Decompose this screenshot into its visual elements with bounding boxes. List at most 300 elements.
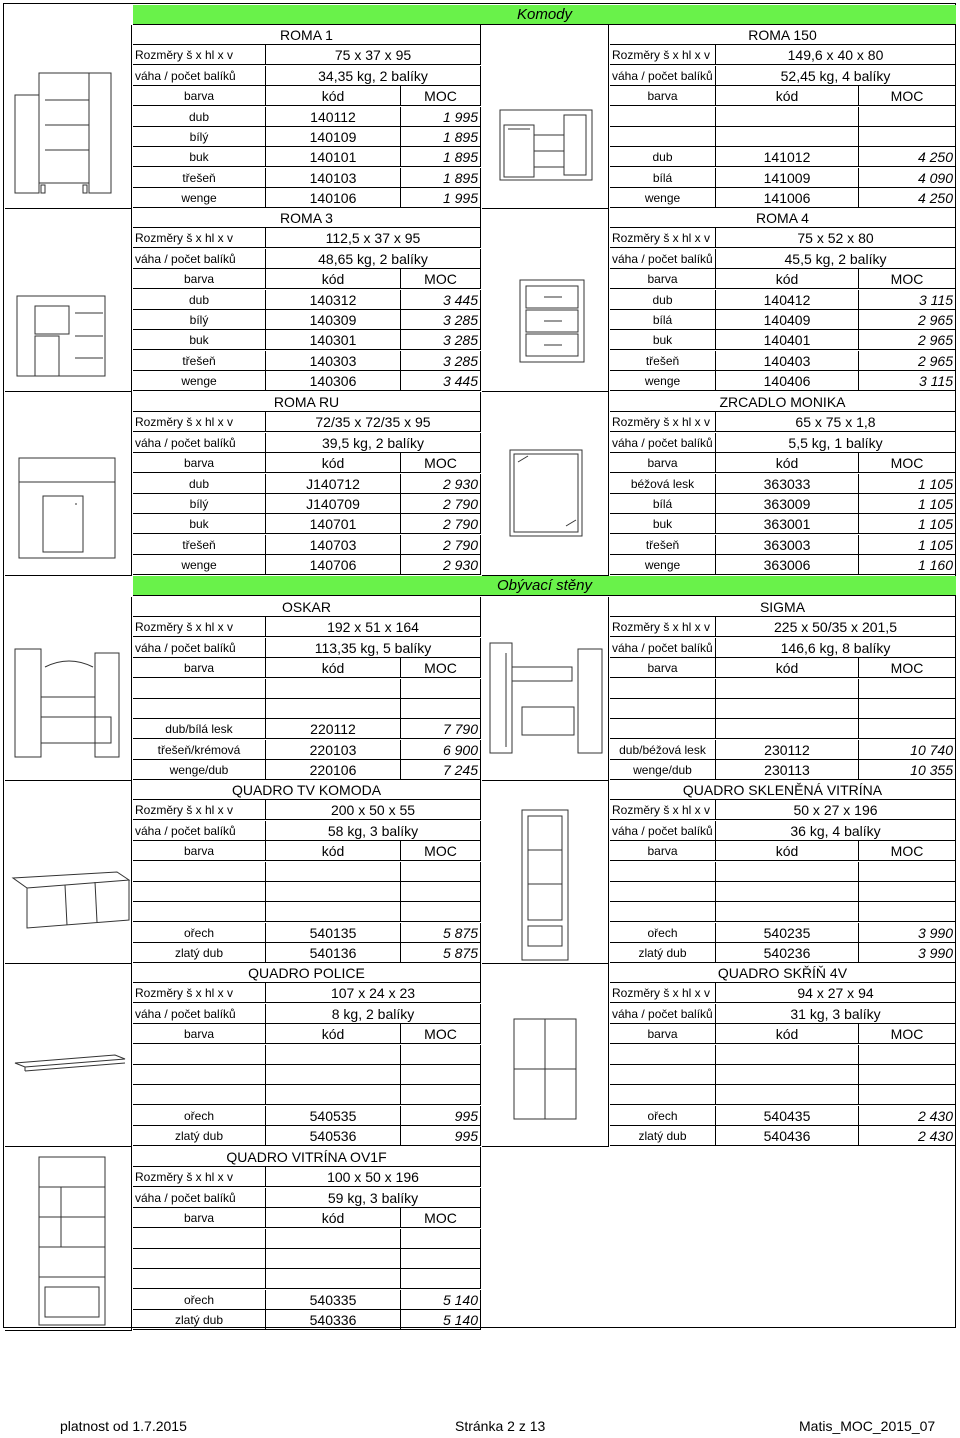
price-row (133, 555, 481, 575)
product-code: 140409 (716, 310, 859, 330)
price-header-row (133, 86, 481, 106)
price-row (610, 740, 956, 760)
spec-value: 75 x 37 x 95 (266, 45, 481, 65)
col-header-price: MOC (401, 269, 481, 289)
product-title-row (610, 963, 956, 983)
product-title-row (610, 392, 956, 412)
spec-label: váha / počet balíků (133, 1004, 266, 1024)
price-row (133, 1085, 481, 1105)
product-name: ROMA 4 (610, 208, 956, 228)
price-row (133, 494, 481, 514)
product-name: ROMA RU (133, 392, 481, 412)
product-title-row (133, 25, 481, 45)
color-name: třešeň (133, 535, 266, 555)
price-row (610, 943, 956, 963)
price-moc: 3 445 (401, 290, 481, 310)
price-header-row (133, 1024, 481, 1044)
price-moc: 5 875 (401, 943, 481, 963)
spec-value: 113,35 kg, 5 balíky (266, 638, 481, 658)
product-code: 363006 (716, 555, 859, 575)
price-moc: 7 245 (401, 760, 481, 780)
price-moc: 2 930 (401, 555, 481, 575)
color-name (610, 1065, 716, 1085)
col-header-code: kód (266, 269, 401, 289)
price-row (610, 474, 956, 494)
spec-value: 45,5 kg, 2 balíky (716, 249, 956, 269)
product-code (266, 862, 401, 882)
color-name: dub (610, 147, 716, 167)
col-header-price: MOC (401, 86, 481, 106)
product-code (266, 882, 401, 902)
product-code: 540535 (266, 1106, 401, 1126)
spec-label: váha / počet balíků (133, 821, 266, 841)
roma3-image (5, 208, 132, 392)
price-row (610, 1065, 956, 1085)
product-code: J140709 (266, 494, 401, 514)
product-code: 140103 (266, 168, 401, 188)
col-header-price: MOC (859, 269, 956, 289)
color-name: buk (610, 330, 716, 350)
color-name: buk (610, 514, 716, 534)
price-moc: 3 115 (859, 290, 956, 310)
color-name (610, 699, 716, 719)
spec-label: váha / počet balíků (133, 249, 266, 269)
col-header-color: barva (133, 1208, 266, 1228)
price-moc: 2 965 (859, 351, 956, 371)
price-row (610, 555, 956, 575)
product-code (716, 1045, 859, 1065)
price-header-row (610, 841, 956, 861)
price-moc: 1 105 (859, 535, 956, 555)
product-name: OSKAR (133, 597, 481, 617)
price-moc: 3 285 (401, 330, 481, 350)
price-row (133, 188, 481, 208)
price-moc: 1 995 (401, 188, 481, 208)
price-moc: 2 965 (859, 310, 956, 330)
spec-row-weight (610, 66, 956, 86)
color-name: bílá (610, 310, 716, 330)
product-code: 230112 (716, 740, 859, 760)
product-name: SIGMA (610, 597, 956, 617)
color-name: dub/béžová lesk (610, 740, 716, 760)
color-name (610, 107, 716, 127)
product-code: 140403 (716, 351, 859, 371)
color-name: zlatý dub (610, 1126, 716, 1146)
price-row (133, 1106, 481, 1126)
product-title-row (610, 597, 956, 617)
price-row (610, 902, 956, 922)
color-name: wenge (133, 555, 266, 575)
price-moc (859, 882, 956, 902)
roma150-image (482, 25, 609, 209)
spec-row-dims (133, 983, 481, 1003)
spec-value: 100 x 50 x 196 (266, 1167, 481, 1187)
color-name (133, 679, 266, 699)
price-row (610, 494, 956, 514)
price-moc: 4 090 (859, 168, 956, 188)
price-moc (859, 1085, 956, 1105)
spec-row-weight (610, 1004, 956, 1024)
col-header-code: kód (716, 1024, 859, 1044)
spec-row-weight (133, 249, 481, 269)
price-moc: 1 105 (859, 474, 956, 494)
spec-row-dims (610, 617, 956, 637)
color-name: wenge/dub (610, 760, 716, 780)
col-header-price: MOC (859, 1024, 956, 1044)
spec-label: váha / počet balíků (610, 433, 716, 453)
color-name (133, 1229, 266, 1249)
price-row (610, 882, 956, 902)
price-moc: 1 105 (859, 514, 956, 534)
spec-row-weight (610, 433, 956, 453)
price-row (610, 351, 956, 371)
spec-value: 31 kg, 3 balíky (716, 1004, 956, 1024)
product-code: 140401 (716, 330, 859, 350)
price-row (610, 679, 956, 699)
roma1-image (5, 25, 132, 209)
spec-label: Rozměry š x hl x v (133, 983, 266, 1003)
product-title-row (133, 963, 481, 983)
product-code (716, 882, 859, 902)
product-code (716, 107, 859, 127)
color-name (610, 1085, 716, 1105)
product-title-row (133, 1147, 481, 1167)
product-code: 140309 (266, 310, 401, 330)
col-header-code: kód (716, 841, 859, 861)
color-name: zlatý dub (133, 1310, 266, 1330)
spec-label: Rozměry š x hl x v (610, 412, 716, 432)
color-name: bílý (133, 310, 266, 330)
color-name: dub (133, 290, 266, 310)
spec-label: váha / počet balíků (610, 249, 716, 269)
product-title-row (133, 780, 481, 800)
price-header-row (610, 86, 956, 106)
color-name: ořech (610, 923, 716, 943)
col-header-code: kód (266, 453, 401, 473)
product-code: 540536 (266, 1126, 401, 1146)
color-name: dub (133, 474, 266, 494)
price-row (610, 168, 956, 188)
price-moc: 1 160 (859, 555, 956, 575)
price-moc (401, 1085, 481, 1105)
spec-row-dims (610, 228, 956, 248)
price-moc: 3 445 (401, 371, 481, 391)
color-name: wenge (133, 188, 266, 208)
price-row (133, 290, 481, 310)
color-name (610, 1045, 716, 1065)
color-name: buk (133, 147, 266, 167)
oskar-image (5, 597, 132, 781)
price-row (610, 330, 956, 350)
color-name (133, 1269, 266, 1289)
col-header-color: barva (610, 86, 716, 106)
price-moc (859, 1065, 956, 1085)
price-row (610, 310, 956, 330)
color-name (133, 699, 266, 719)
price-moc: 5 140 (401, 1310, 481, 1330)
price-header-row (133, 453, 481, 473)
product-title-row (133, 597, 481, 617)
spec-value: 112,5 x 37 x 95 (266, 228, 481, 248)
price-row (610, 514, 956, 534)
price-moc (401, 1249, 481, 1269)
spec-label: váha / počet balíků (133, 433, 266, 453)
product-title-row (610, 25, 956, 45)
product-code: 140706 (266, 555, 401, 575)
spec-row-weight (133, 821, 481, 841)
color-name (610, 862, 716, 882)
price-row (610, 1085, 956, 1105)
product-title-row (610, 208, 956, 228)
product-code (266, 679, 401, 699)
spec-value: 192 x 51 x 164 (266, 617, 481, 637)
price-row (133, 371, 481, 391)
color-name: třešeň/krémová (133, 740, 266, 760)
product-code: 140112 (266, 107, 401, 127)
col-header-color: barva (133, 1024, 266, 1044)
price-row (610, 371, 956, 391)
col-header-color: barva (610, 269, 716, 289)
price-moc: 1 895 (401, 147, 481, 167)
product-name: ZRCADLO MONIKA (610, 392, 956, 412)
spec-value: 50 x 27 x 196 (716, 800, 956, 820)
col-header-code: kód (716, 269, 859, 289)
product-code (266, 699, 401, 719)
price-moc: 3 990 (859, 943, 956, 963)
price-header-row (610, 269, 956, 289)
spec-label: Rozměry š x hl x v (610, 983, 716, 1003)
color-name (133, 882, 266, 902)
spec-row-weight (610, 638, 956, 658)
col-header-color: barva (610, 1024, 716, 1044)
col-header-color: barva (133, 86, 266, 106)
color-name: ořech (133, 1290, 266, 1310)
color-name: wenge (610, 188, 716, 208)
price-header-row (610, 1024, 956, 1044)
price-moc (859, 679, 956, 699)
spec-row-weight (610, 249, 956, 269)
price-moc: 3 115 (859, 371, 956, 391)
color-name: bílý (133, 127, 266, 147)
spec-label: Rozměry š x hl x v (133, 45, 266, 65)
product-name: QUADRO SKŘÍŇ 4V (610, 963, 956, 983)
price-header-row (133, 841, 481, 861)
color-name: bílá (610, 494, 716, 514)
price-moc: 1 895 (401, 168, 481, 188)
spec-row-weight (133, 638, 481, 658)
spec-label: váha / počet balíků (133, 638, 266, 658)
color-name (610, 882, 716, 902)
product-code: 141012 (716, 147, 859, 167)
product-code (266, 1229, 401, 1249)
product-code: 140106 (266, 188, 401, 208)
price-moc: 2 430 (859, 1106, 956, 1126)
price-row (610, 1126, 956, 1146)
price-moc (859, 1045, 956, 1065)
spec-value: 39,5 kg, 2 balíky (266, 433, 481, 453)
spec-row-dims (133, 45, 481, 65)
product-code: 230113 (716, 760, 859, 780)
price-row (133, 1290, 481, 1310)
col-header-price: MOC (401, 453, 481, 473)
spec-value: 94 x 27 x 94 (716, 983, 956, 1003)
product-code: 220106 (266, 760, 401, 780)
price-row (133, 902, 481, 922)
price-row (133, 679, 481, 699)
color-name: wenge (610, 555, 716, 575)
product-name: QUADRO POLICE (133, 963, 481, 983)
spec-row-weight (133, 66, 481, 86)
product-code: 140301 (266, 330, 401, 350)
spec-value: 8 kg, 2 balíky (266, 1004, 481, 1024)
spec-value: 65 x 75 x 1,8 (716, 412, 956, 432)
col-header-color: barva (133, 658, 266, 678)
product-code: 140703 (266, 535, 401, 555)
price-row (610, 1106, 956, 1126)
product-code: 140101 (266, 147, 401, 167)
color-name: zlatý dub (133, 943, 266, 963)
price-moc (401, 902, 481, 922)
quadro-vitrine-ov1f-image (5, 1147, 132, 1331)
product-code (716, 127, 859, 147)
color-name (133, 1249, 266, 1269)
price-moc: 2 790 (401, 535, 481, 555)
price-moc (401, 1269, 481, 1289)
price-header-row (133, 269, 481, 289)
spec-row-weight (133, 1004, 481, 1024)
footer-docname: Matis_MOC_2015_07 (799, 1418, 936, 1434)
price-moc: 2 430 (859, 1126, 956, 1146)
product-title-row (133, 208, 481, 228)
product-name: QUADRO VITRÍNA OV1F (133, 1147, 481, 1167)
product-code: 141009 (716, 168, 859, 188)
price-moc: 2 930 (401, 474, 481, 494)
color-name (610, 902, 716, 922)
spec-label: váha / počet balíků (133, 66, 266, 86)
price-row (133, 1310, 481, 1330)
col-header-color: barva (133, 841, 266, 861)
spec-label: váha / počet balíků (133, 1188, 266, 1208)
spec-value: 146,6 kg, 8 balíky (716, 638, 956, 658)
color-name (133, 1065, 266, 1085)
col-header-color: barva (610, 841, 716, 861)
spec-value: 59 kg, 3 balíky (266, 1188, 481, 1208)
price-moc: 3 990 (859, 923, 956, 943)
spec-row-dims (610, 983, 956, 1003)
col-header-code: kód (716, 86, 859, 106)
spec-row-weight (133, 1188, 481, 1208)
color-name: buk (133, 514, 266, 534)
price-moc: 1 995 (401, 107, 481, 127)
col-header-price: MOC (401, 1024, 481, 1044)
spec-label: Rozměry š x hl x v (610, 228, 716, 248)
product-name: ROMA 150 (610, 25, 956, 45)
color-name (133, 902, 266, 922)
product-code (266, 1269, 401, 1289)
color-name: dub/bílá lesk (133, 719, 266, 739)
spec-value: 52,45 kg, 4 balíky (716, 66, 956, 86)
product-title-row (610, 780, 956, 800)
price-row (133, 330, 481, 350)
price-row (133, 699, 481, 719)
spec-value: 107 x 24 x 23 (266, 983, 481, 1003)
color-name: třešeň (133, 351, 266, 371)
price-moc (401, 862, 481, 882)
footer-validity: platnost od 1.7.2015 (60, 1418, 187, 1434)
spec-value: 72/35 x 72/35 x 95 (266, 412, 481, 432)
price-moc (401, 1229, 481, 1249)
col-header-price: MOC (859, 453, 956, 473)
product-code: 140312 (266, 290, 401, 310)
product-code (716, 862, 859, 882)
price-header-row (610, 453, 956, 473)
roma-ru-image (5, 392, 132, 576)
spec-value: 225 x 50/35 x 201,5 (716, 617, 956, 637)
spec-label: Rozměry š x hl x v (610, 800, 716, 820)
spec-row-dims (133, 617, 481, 637)
col-header-price: MOC (859, 86, 956, 106)
color-name: buk (133, 330, 266, 350)
spec-value: 34,35 kg, 2 balíky (266, 66, 481, 86)
price-row (133, 943, 481, 963)
product-code: 363001 (716, 514, 859, 534)
product-code: 540236 (716, 943, 859, 963)
price-moc: 5 875 (401, 923, 481, 943)
product-code: J140712 (266, 474, 401, 494)
color-name: třešeň (610, 351, 716, 371)
spec-label: Rozměry š x hl x v (133, 412, 266, 432)
product-code (716, 1065, 859, 1085)
spec-label: Rozměry š x hl x v (133, 228, 266, 248)
product-code: 140406 (716, 371, 859, 391)
price-moc (859, 902, 956, 922)
product-title-row (133, 392, 481, 412)
section-header: Obývací stěny (133, 576, 956, 596)
price-row (610, 862, 956, 882)
price-moc (401, 1045, 481, 1065)
price-moc: 4 250 (859, 147, 956, 167)
color-name (133, 862, 266, 882)
price-moc: 2 965 (859, 330, 956, 350)
product-code (716, 719, 859, 739)
color-name: bílá (610, 168, 716, 188)
monika-mirror-image (482, 392, 609, 576)
price-row (133, 310, 481, 330)
price-row (133, 1045, 481, 1065)
product-name: QUADRO SKLENĚNÁ VITRÍNA (610, 780, 956, 800)
price-moc: 4 250 (859, 188, 956, 208)
price-row (133, 147, 481, 167)
price-moc: 6 900 (401, 740, 481, 760)
color-name (610, 719, 716, 739)
color-name: třešeň (610, 535, 716, 555)
col-header-color: barva (610, 453, 716, 473)
price-moc: 995 (401, 1106, 481, 1126)
price-row (610, 127, 956, 147)
col-header-code: kód (266, 86, 401, 106)
col-header-code: kód (716, 658, 859, 678)
color-name: wenge/dub (133, 760, 266, 780)
product-code: 540436 (716, 1126, 859, 1146)
spec-row-dims (610, 412, 956, 432)
price-row (133, 351, 481, 371)
color-name: ořech (610, 1106, 716, 1126)
spec-label: Rozměry š x hl x v (133, 617, 266, 637)
spec-label: váha / počet balíků (610, 66, 716, 86)
spec-value: 200 x 50 x 55 (266, 800, 481, 820)
color-name (610, 679, 716, 699)
price-row (133, 760, 481, 780)
